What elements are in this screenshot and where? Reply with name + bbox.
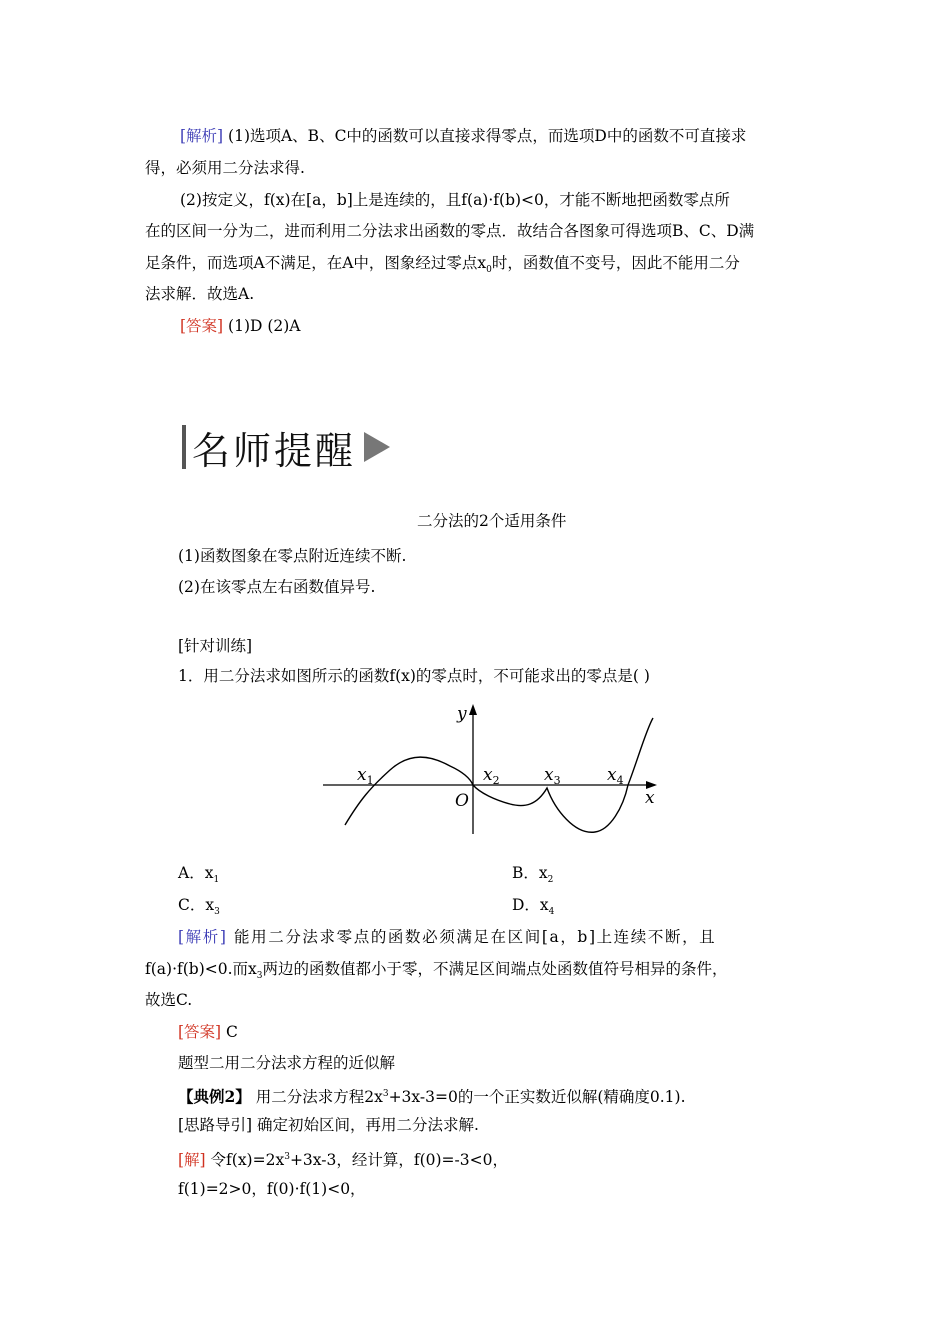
analysis-line-2: 得，必须用二分法求得. (145, 159, 305, 177)
analysis-line-4: 在的区间一分为二，进而利用二分法求出函数的零点．故结合各图象可得选项B、C、D满 (145, 222, 755, 240)
training-analysis-line-3: 故选C. (145, 991, 193, 1009)
tips-item-2: (2)在该零点左右函数值异号. (178, 578, 376, 596)
example-tag: 【典例2】 (178, 1087, 251, 1107)
x-axis-label: x (645, 788, 655, 808)
training-answer-line: [答案] C (178, 1023, 238, 1041)
option-a[interactable]: A．$x_1$ (178, 864, 220, 886)
type2-title: 题型二用二分法求方程的近似解 (178, 1054, 396, 1072)
heading-title: 名师提醒 (192, 428, 357, 473)
training-analysis-line-1: [解析] 能用二分法求零点的函数必须满足在区间[a，b]上连续不断，且 (178, 928, 717, 946)
zero-x4-label: $x_4$ (607, 765, 624, 787)
analysis-line-1: [解析] (1)选项A、B、C中的函数可以直接求得零点，而选项D中的函数不可直接求 (180, 127, 747, 145)
analysis-line-6: 法求解．故选A. (145, 285, 255, 303)
origin-label: O (455, 791, 469, 811)
tips-title: 二分法的2个适用条件 (417, 512, 567, 530)
function-graph (315, 700, 670, 840)
play-triangle-icon (364, 432, 390, 462)
training-analysis-tag: [解析] (178, 928, 228, 946)
analysis-tag: [解析] (180, 127, 224, 145)
training-label: [针对训练] (178, 637, 253, 655)
question-text: 1．用二分法求如图所示的函数f(x)的零点时，不可能求出的零点是( ) (178, 667, 650, 685)
heading-bar (182, 425, 186, 469)
answer-tag: [答案] (180, 317, 224, 335)
analysis-line-5: 足条件，而选项A不满足，在A中，图象经过零点$x_0$时，函数值不变号，因此不能用二分 (145, 254, 740, 276)
answer-line: [答案] (1)D (2)A (180, 317, 301, 335)
solution-line-2: f(1)=2>0，f(0)·f(1)<0， (178, 1180, 366, 1198)
guide-line: [思路导引] 确定初始区间，再用二分法求解. (178, 1116, 479, 1134)
analysis-line-3: (2)按定义，f(x)在[a，b]上是连续的，且f(a)·f(b)<0，才能不断地把函数零点所 (180, 191, 730, 209)
solution-line-1: [解] 令$f(x)=2x^3+3x-3$，经计算，f(0)=-3<0， (178, 1151, 508, 1170)
y-axis-arrow (469, 704, 477, 715)
option-b[interactable]: B．$x_2$ (512, 864, 554, 886)
guide-tag: [思路导引] (178, 1116, 253, 1134)
training-answer-tag: [答案] (178, 1023, 222, 1041)
y-axis-label: y (457, 704, 467, 724)
section-heading (182, 424, 390, 473)
zero-x1-label: $x_1$ (357, 765, 374, 787)
tips-item-1: (1)函数图象在零点附近连续不断. (178, 547, 407, 565)
option-d[interactable]: D．$x_4$ (512, 896, 555, 918)
zero-x3-label: $x_3$ (544, 765, 561, 787)
example-line: 【典例2】 用二分法求方程$2x^3+3x-3=0$的一个正实数近似解(精确度0.1). (178, 1087, 686, 1107)
option-c[interactable]: C．$x_3$ (178, 896, 220, 918)
zero-x2-label: $x_2$ (483, 765, 500, 787)
solution-tag: [解] (178, 1151, 206, 1170)
training-analysis-line-2: f(a)·f(b)<0.而$x_3$两边的函数值都小于零，不满足区间端点处函数值符号相异的条件， (145, 960, 728, 982)
